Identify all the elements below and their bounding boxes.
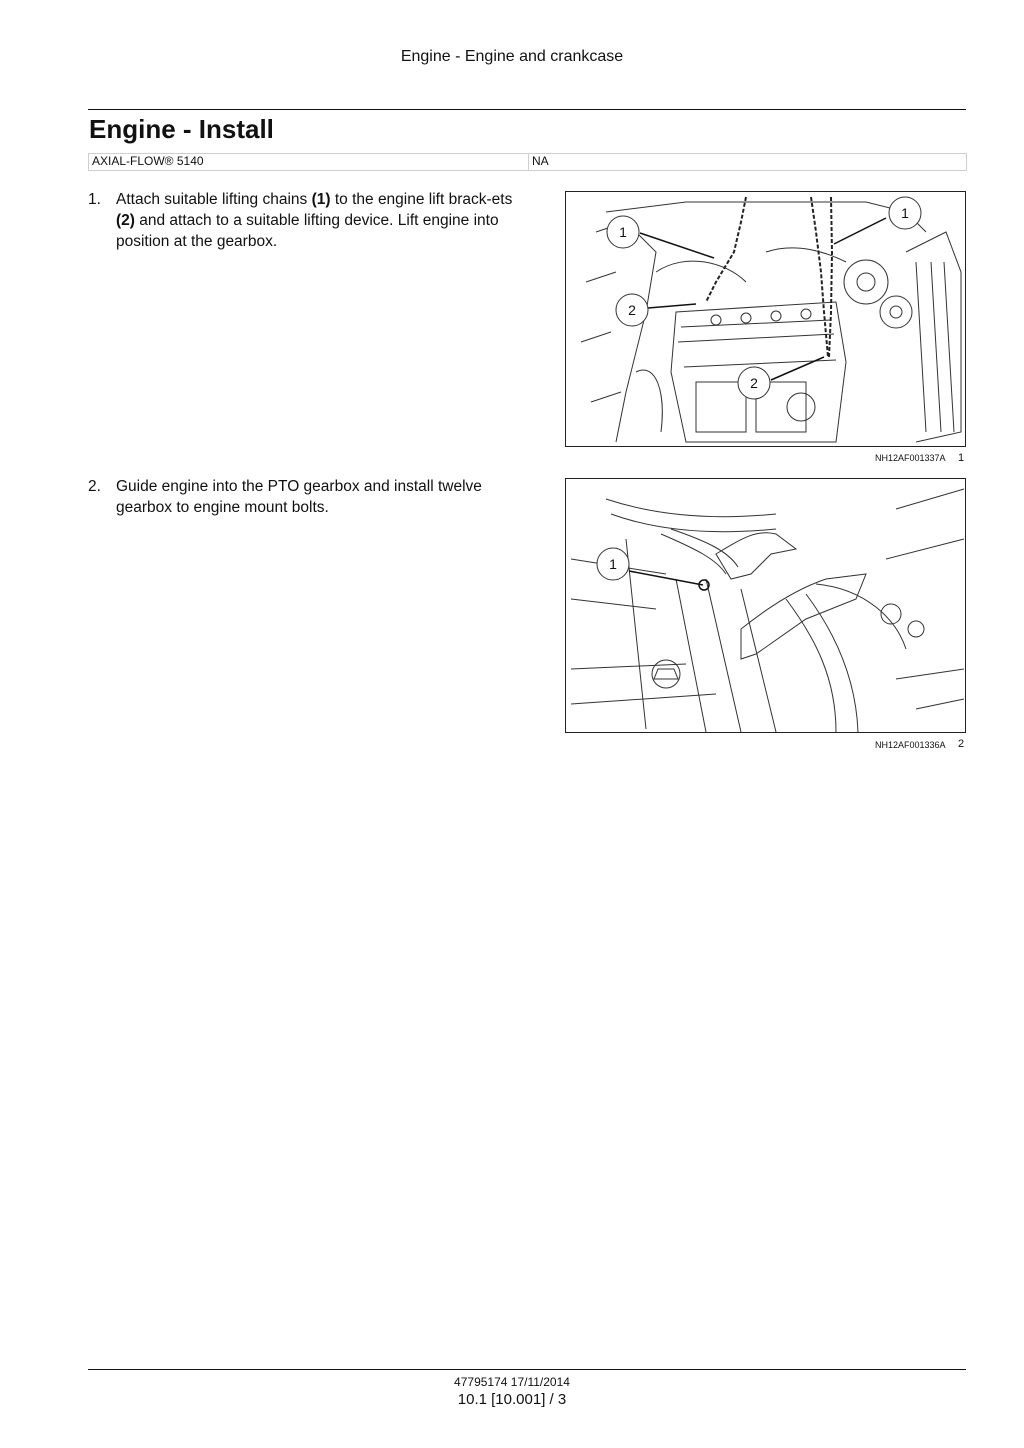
step-number: 2.: [88, 478, 101, 495]
running-header: Engine - Engine and crankcase: [400, 48, 624, 65]
callout-ref: (2): [116, 212, 135, 229]
applicability-table: [88, 153, 967, 171]
step-text-part: Attach suitable lifting chains: [116, 191, 312, 208]
applicability-model: AXIAL-FLOW® 5140: [89, 154, 529, 170]
step-text: Guide engine into the PTO gearbox and install twelve gearbox to engine mount bolts.: [116, 478, 482, 516]
step-text-part: to the engine lift brack-ets: [330, 191, 513, 208]
step-2: [88, 476, 528, 518]
step-1: [88, 189, 528, 252]
callout-label: 1: [609, 556, 617, 572]
figure-1-number: 1: [958, 452, 965, 464]
step-text: [116, 189, 528, 252]
applicability-market: NA: [532, 154, 549, 168]
step-text-part: and attach to a suitable lifting device. Lift engine into position at the gearbox.: [116, 212, 499, 250]
gearbox-bolt-drawing: [566, 479, 965, 732]
figure-2-number: 2: [958, 738, 965, 750]
engine-lift-drawing: [566, 192, 965, 446]
footer-page-number: 10.1 [10.001] / 3: [457, 1391, 567, 1408]
title-rule: [88, 109, 966, 110]
figure-2-gearbox-bolt-illustration: [565, 478, 966, 733]
figure-1-engine-lift-illustration: [565, 191, 966, 447]
callout-ref: (1): [311, 191, 331, 208]
callout-label: 2: [628, 302, 636, 318]
page-title: Engine - Install: [89, 114, 274, 144]
footer-doc-id: 47795174 17/11/2014: [454, 1375, 570, 1389]
footer-rule: [88, 1369, 966, 1370]
callout-label: 1: [901, 205, 909, 221]
callout-label: 1: [619, 224, 627, 240]
step-number: 1.: [88, 191, 101, 208]
figure-2-reference: NH12AF001336A: [875, 740, 946, 750]
callout-label: 2: [750, 375, 758, 391]
figure-1-reference: NH12AF001337A: [875, 453, 946, 463]
